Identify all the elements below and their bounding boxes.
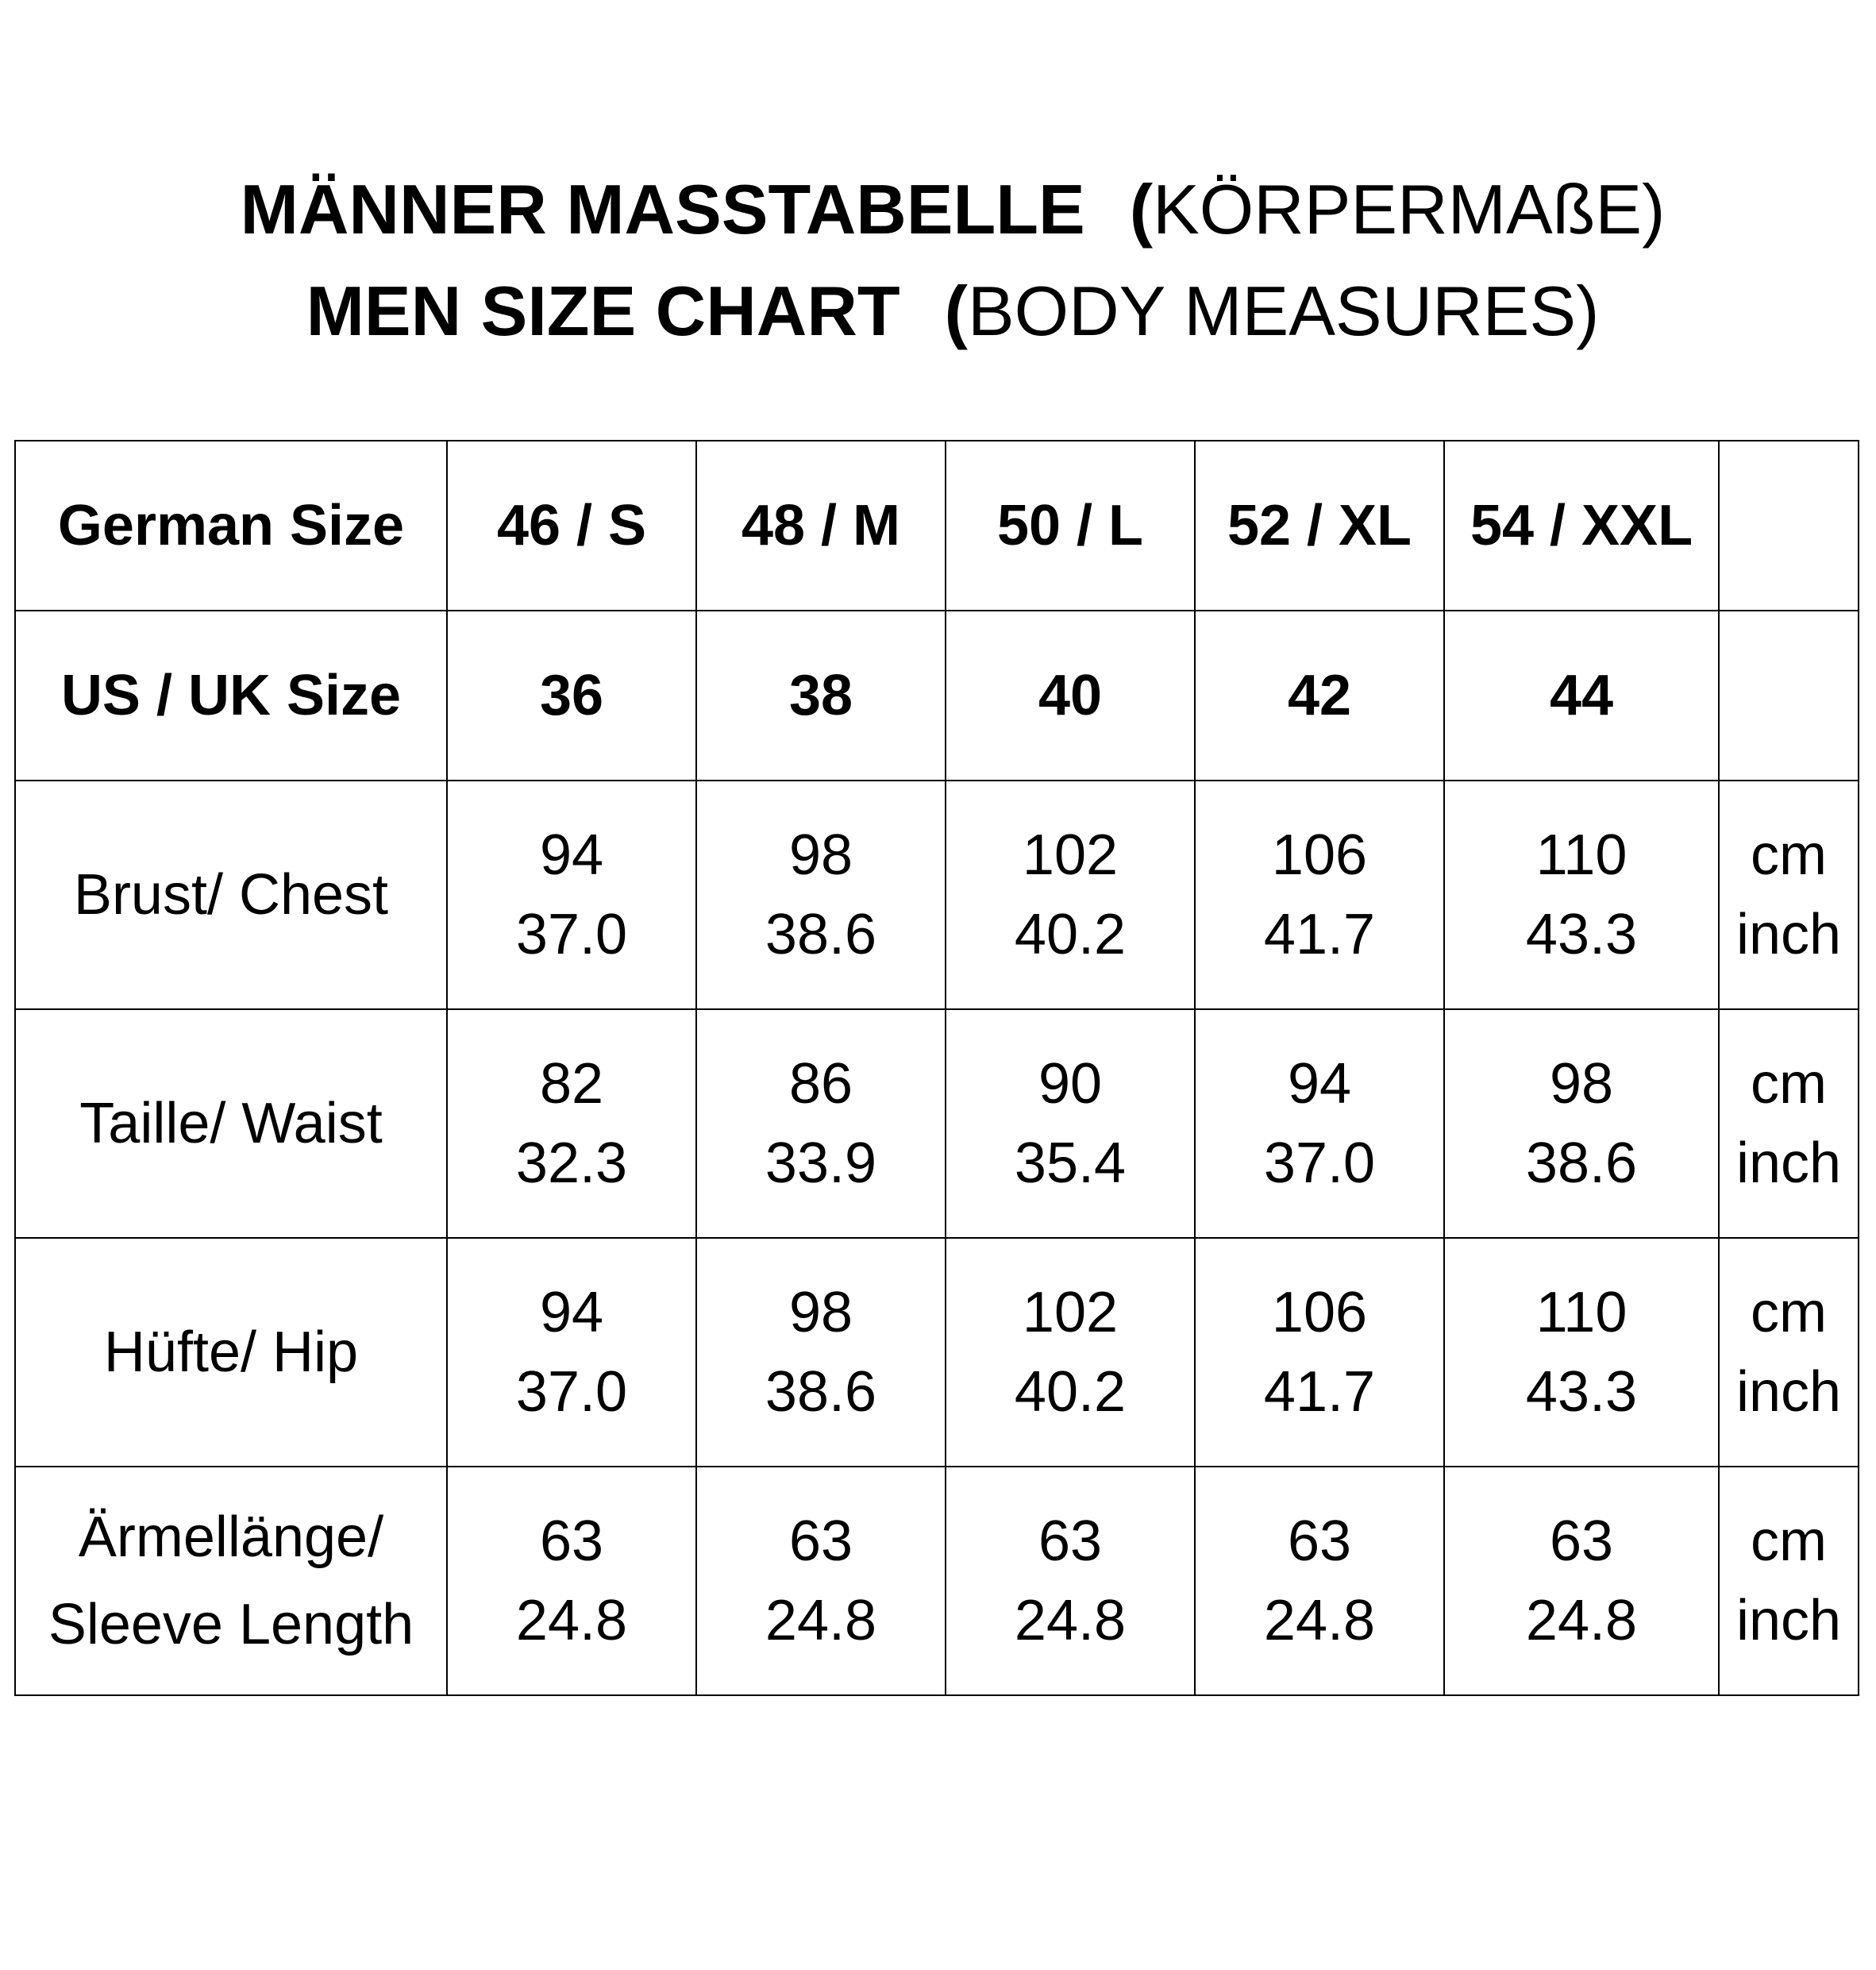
table-cell: 38 bbox=[696, 611, 946, 781]
cm-value: 86 bbox=[788, 1052, 853, 1116]
inch-value: 24.8 bbox=[1525, 1589, 1638, 1652]
table-cell bbox=[447, 781, 696, 1009]
cm-value: 106 bbox=[1271, 1281, 1368, 1344]
row-label-line: Sleeve Length bbox=[48, 1593, 414, 1656]
table-cell: 42 bbox=[1195, 611, 1444, 781]
inch-value: 37.0 bbox=[1263, 1131, 1376, 1195]
row-label-line: Brust/ Chest bbox=[73, 863, 389, 927]
unit-inch: inch bbox=[1735, 1131, 1842, 1195]
cm-value: 102 bbox=[1022, 1281, 1119, 1344]
table-cell: 52 / XL bbox=[1195, 441, 1444, 611]
table-cell bbox=[447, 1467, 696, 1695]
page-title bbox=[0, 159, 1876, 362]
cm-value: 110 bbox=[1535, 1281, 1628, 1344]
table-cell bbox=[1444, 1238, 1719, 1467]
inch-value: 43.3 bbox=[1525, 903, 1638, 966]
table-cell bbox=[946, 781, 1195, 1009]
chest-row bbox=[15, 781, 1859, 1009]
inch-value: 24.8 bbox=[1014, 1589, 1127, 1652]
cm-value: 90 bbox=[1038, 1052, 1103, 1116]
inch-value: 24.8 bbox=[765, 1589, 877, 1652]
inch-value: 40.2 bbox=[1014, 1360, 1127, 1424]
inch-value: 24.8 bbox=[515, 1589, 628, 1652]
table-cell bbox=[946, 1238, 1195, 1467]
inch-value: 37.0 bbox=[515, 903, 628, 966]
title-english-bold: MEN SIZE CHART bbox=[306, 272, 900, 350]
cm-value: 106 bbox=[1271, 823, 1368, 887]
unit-cm: cm bbox=[1751, 1281, 1827, 1344]
inch-value: 38.6 bbox=[1525, 1131, 1638, 1195]
cm-value: 82 bbox=[539, 1052, 604, 1116]
inch-value: 32.3 bbox=[515, 1131, 628, 1195]
waist-row bbox=[15, 1009, 1859, 1238]
table-cell bbox=[696, 1467, 946, 1695]
table-cell bbox=[1195, 1009, 1444, 1238]
unit-cm: cm bbox=[1751, 1509, 1827, 1573]
cm-value: 63 bbox=[539, 1509, 604, 1573]
table-cell bbox=[447, 1009, 696, 1238]
row-label bbox=[15, 781, 447, 1009]
cm-value: 63 bbox=[1287, 1509, 1352, 1573]
table-cell bbox=[1444, 1009, 1719, 1238]
table-cell bbox=[1195, 1467, 1444, 1695]
row-label-line: Taille/ Waist bbox=[79, 1092, 383, 1155]
table-cell: 40 bbox=[946, 611, 1195, 781]
table-cell bbox=[946, 1467, 1195, 1695]
table-cell: 48 / M bbox=[696, 441, 946, 611]
row-label: US / UK Size bbox=[15, 611, 447, 781]
inch-value: 41.7 bbox=[1263, 1360, 1376, 1424]
cm-value: 94 bbox=[539, 823, 604, 887]
cm-value: 63 bbox=[1038, 1509, 1103, 1573]
row-label bbox=[15, 1238, 447, 1467]
cm-value: 102 bbox=[1022, 823, 1119, 887]
title-english-paren: ( bbox=[944, 272, 968, 350]
cm-value: 94 bbox=[1287, 1052, 1352, 1116]
table-cell bbox=[1195, 1238, 1444, 1467]
inch-value: 33.9 bbox=[765, 1131, 877, 1195]
cm-value: 63 bbox=[1549, 1509, 1614, 1573]
unit-cell bbox=[1719, 611, 1859, 781]
unit-cm: cm bbox=[1751, 1052, 1827, 1116]
table-cell bbox=[696, 1009, 946, 1238]
table-cell: 44 bbox=[1444, 611, 1719, 781]
title-line-german bbox=[0, 159, 1876, 260]
german-size-row bbox=[15, 441, 1859, 611]
cm-value: 94 bbox=[539, 1281, 604, 1344]
title-german-rest: KÖRPERMAßE) bbox=[1153, 170, 1666, 249]
table-cell: 36 bbox=[447, 611, 696, 781]
row-label bbox=[15, 1467, 447, 1695]
unit-cell bbox=[1719, 441, 1859, 611]
title-german-bold: MÄNNER MASSTABELLE bbox=[240, 170, 1085, 249]
table-cell bbox=[1444, 781, 1719, 1009]
inch-value: 38.6 bbox=[765, 1360, 877, 1424]
row-label-line: Hüfte/ Hip bbox=[103, 1320, 359, 1384]
unit-cm: cm bbox=[1751, 823, 1827, 887]
inch-value: 37.0 bbox=[515, 1360, 628, 1424]
table-cell: 50 / L bbox=[946, 441, 1195, 611]
title-german-paren: ( bbox=[1129, 170, 1154, 249]
table-cell bbox=[696, 781, 946, 1009]
unit-cell bbox=[1719, 781, 1859, 1009]
unit-inch: inch bbox=[1735, 1360, 1842, 1424]
table-cell bbox=[696, 1238, 946, 1467]
unit-cell bbox=[1719, 1467, 1859, 1695]
unit-cell bbox=[1719, 1009, 1859, 1238]
table-cell bbox=[1195, 781, 1444, 1009]
us-uk-size-row bbox=[15, 611, 1859, 781]
title-english-rest: BODY MEASURES) bbox=[967, 272, 1600, 350]
table-cell bbox=[946, 1009, 1195, 1238]
row-label bbox=[15, 1009, 447, 1238]
hip-row bbox=[15, 1238, 1859, 1467]
table-cell: 46 / S bbox=[447, 441, 696, 611]
table-cell: 54 / XXL bbox=[1444, 441, 1719, 611]
inch-value: 38.6 bbox=[765, 903, 877, 966]
cm-value: 98 bbox=[788, 823, 853, 887]
table-cell bbox=[1444, 1467, 1719, 1695]
cm-value: 63 bbox=[788, 1509, 853, 1573]
inch-value: 35.4 bbox=[1014, 1131, 1127, 1195]
cm-value: 98 bbox=[1549, 1052, 1614, 1116]
inch-value: 40.2 bbox=[1014, 903, 1127, 966]
unit-cell bbox=[1719, 1238, 1859, 1467]
title-line-english bbox=[0, 260, 1876, 362]
row-label-line: Ärmellänge/ bbox=[78, 1505, 384, 1569]
cm-value: 110 bbox=[1535, 823, 1628, 887]
row-label: German Size bbox=[15, 441, 447, 611]
table-cell bbox=[447, 1238, 696, 1467]
inch-value: 41.7 bbox=[1263, 903, 1376, 966]
unit-inch: inch bbox=[1735, 903, 1842, 966]
inch-value: 24.8 bbox=[1263, 1589, 1376, 1652]
cm-value: 98 bbox=[788, 1281, 853, 1344]
size-chart-table bbox=[14, 440, 1859, 1696]
inch-value: 43.3 bbox=[1525, 1360, 1638, 1424]
sleeve-length-row bbox=[15, 1467, 1859, 1695]
unit-inch: inch bbox=[1735, 1589, 1842, 1652]
